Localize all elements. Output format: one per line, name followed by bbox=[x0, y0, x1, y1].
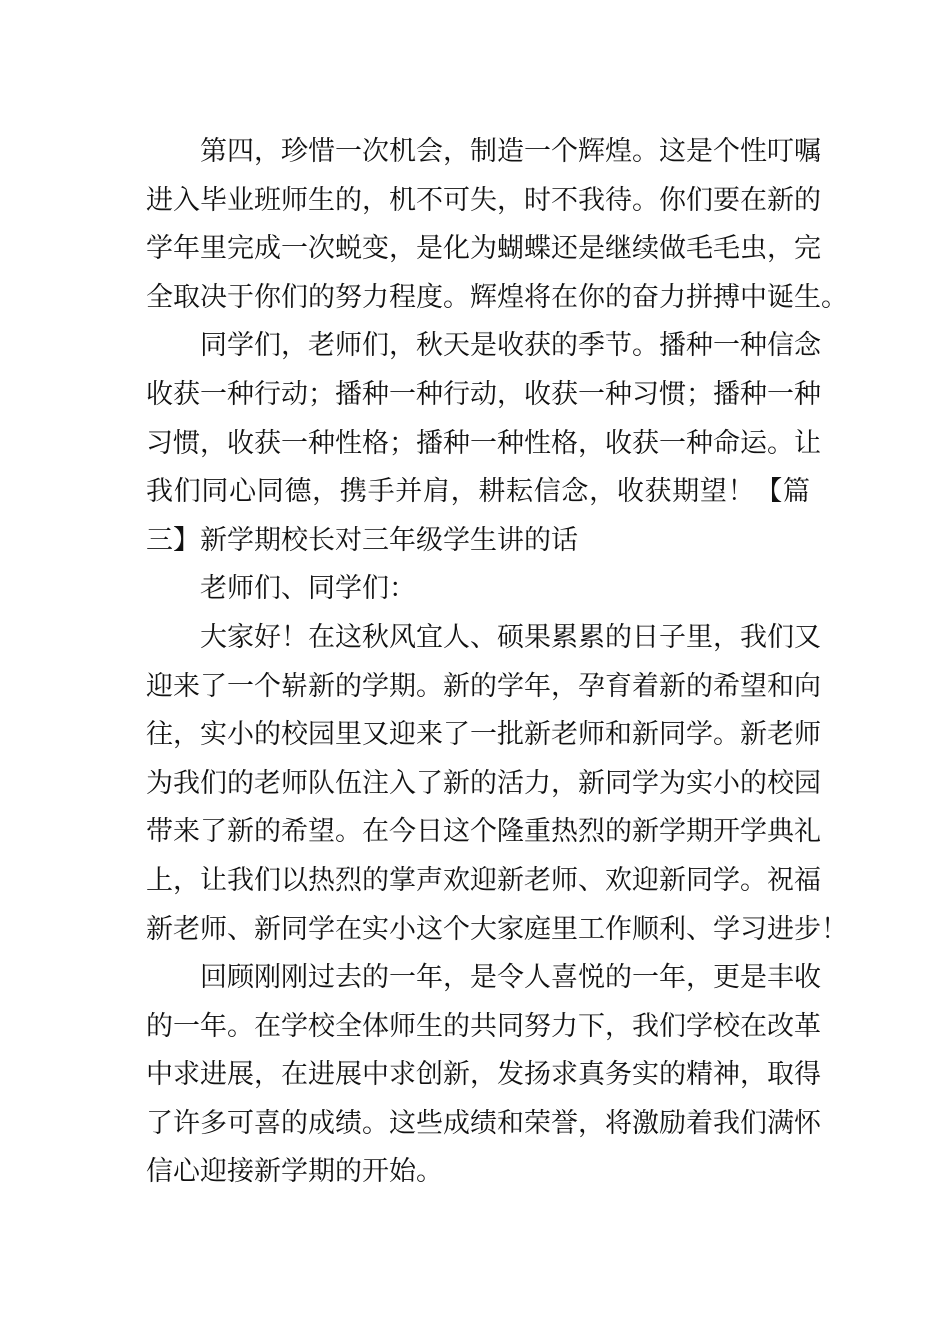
paragraph bbox=[146, 128, 848, 322]
text-line: 为我们的老师队伍注入了新的活力，新同学为实小的校园 bbox=[146, 767, 821, 799]
text-line: 回顾刚刚过去的一年，是令人喜悦的一年，更是丰收 bbox=[200, 962, 821, 994]
text-line: 进入毕业班师生的，机不可失，时不我待。你们要在新的 bbox=[146, 184, 821, 216]
text-line: 三】新学期校长对三年级学生讲的话 bbox=[146, 524, 578, 556]
text-line: 往，实小的校园里又迎来了一批新老师和新同学。新老师 bbox=[146, 719, 821, 751]
text-line: 学年里完成一次蜕变，是化为蝴蝶还是继续做毛毛虫，完 bbox=[146, 233, 821, 265]
text-line: 大家好！在这秋风宜人、硕果累累的日子里，我们又 bbox=[200, 621, 821, 653]
text-line: 的一年。在学校全体师生的共同努力下，我们学校在改革 bbox=[146, 1010, 821, 1042]
text-line: 我们同心同德，携手并肩，耕耘信念，收获期望！【篇 bbox=[146, 476, 810, 508]
text-line: 中求进展，在进展中求创新，发扬求真务实的精神，取得 bbox=[146, 1059, 821, 1091]
document-body bbox=[146, 128, 848, 1197]
paragraph bbox=[146, 954, 821, 1197]
text-line: 收获一种行动；播种一种行动，收获一种习惯；播种一种 bbox=[146, 378, 821, 410]
salutation-line: 老师们、同学们： bbox=[200, 573, 416, 605]
text-line: 带来了新的希望。在今日这个隆重热烈的新学期开学典礼 bbox=[146, 816, 821, 848]
paragraph bbox=[146, 565, 810, 614]
text-line: 全取决于你们的努力程度。辉煌将在你的奋力拼搏中诞生。 bbox=[146, 281, 848, 313]
text-line: 新老师、新同学在实小这个大家庭里工作顺利、学习进步！ bbox=[146, 913, 848, 945]
text-line: 迎来了一个崭新的学期。新的学年，孕育着新的希望和向 bbox=[146, 670, 821, 702]
text-line: 了许多可喜的成绩。这些成绩和荣誉，将激励着我们满怀 bbox=[146, 1107, 821, 1139]
paragraph bbox=[146, 322, 821, 565]
text-line: 习惯，收获一种性格；播种一种性格，收获一种命运。让 bbox=[146, 427, 821, 459]
text-line: 信心迎接新学期的开始。 bbox=[146, 1156, 443, 1188]
text-line: 上，让我们以热烈的掌声欢迎新老师、欢迎新同学。祝福 bbox=[146, 864, 821, 896]
text-line: 同学们，老师们，秋天是收获的季节。播种一种信念 bbox=[200, 330, 821, 362]
paragraph bbox=[146, 614, 848, 954]
text-line: 第四，珍惜一次机会，制造一个辉煌。这是个性叮嘱 bbox=[200, 136, 821, 167]
